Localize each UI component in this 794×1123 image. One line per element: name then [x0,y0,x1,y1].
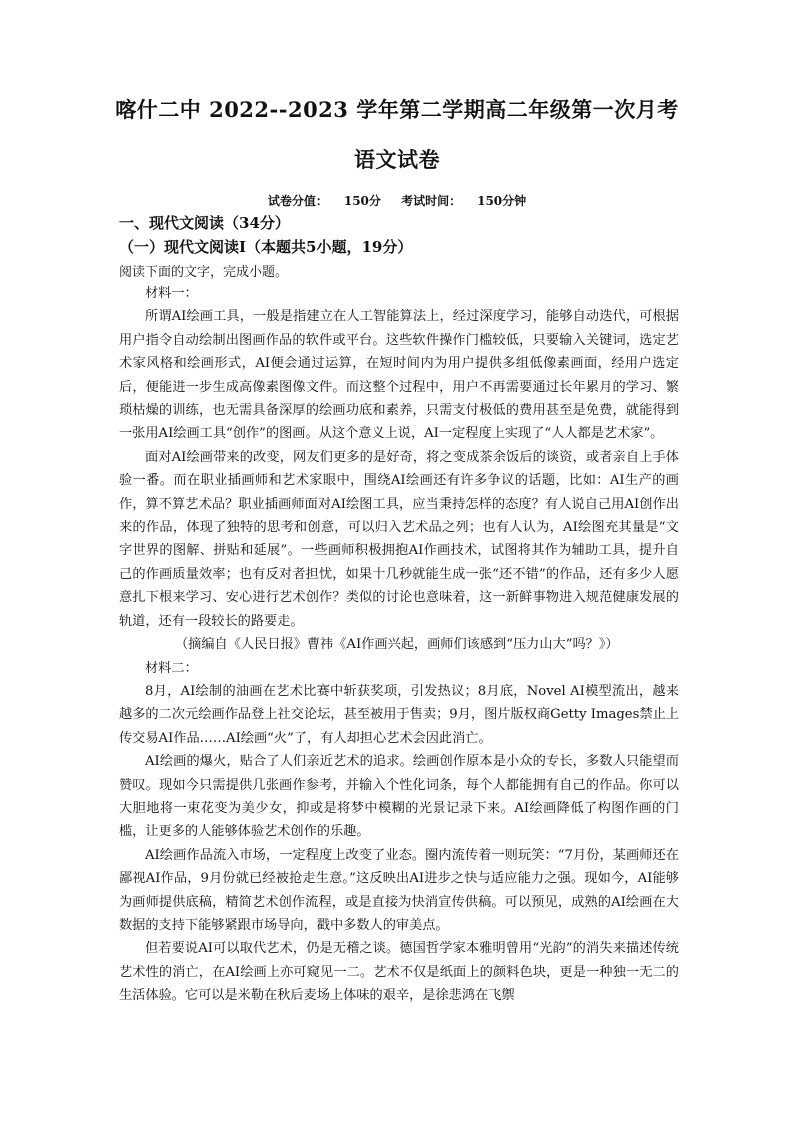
paragraph: 8月，AI绘制的油画在艺术比赛中斩获奖项，引发热议；8月底，Novel AI模型流出，越来越多的二次元绘画作品登上社交论坛，甚至被用于售卖；9月，图片版权商Getty Images禁止上传交易AI作品……AI绘画“火”了，有人却担心艺术会因此消亡。 [119,683,679,746]
paragraph: 面对AI绘画带来的改变，网友们更多的是好奇，将之变成茶余饭后的谈资，或者亲自上手体验一番。而在职业插画师和艺术家眼中，围绕AI绘画还有许多争议的话题，比如：AI生产的画作，算不算艺术品？职业插画师面对AI绘图工具，应当秉持怎样的态度？有人说自己用AI创作出来的作品，体现了独特的思考和创意，可以归入艺术品之列；也有人认为，AI绘图充其量是“文字世界的图解、拼贴和延展”。一些画师积极拥抱AI作画技术，试图将其作为辅助工具，提升自己的作画质量效率；也有反对者担忧，如果十几秒就能生成一张“还不错”的作品，还有多少人愿意扎下根来学习、安心进行艺术创作？类似的讨论也意味着，这一新鲜事物进入规范健康发展的轨道，还有一段较长的路要走。 [119,449,679,629]
paragraph: AI绘画的爆火，贴合了人们亲近艺术的追求。绘画创作原本是小众的专长，多数人只能望而赞叹。现如今只需提供几张画作参考，并输入个性化词条，每个人都能拥有自己的作品。你可以大胆地将一束花变为美少女，抑或是将梦中模糊的光景记录下来。AI绘画降低了构图作画的门槛，让更多的人能够体验艺术创作的乐趣。 [119,754,679,840]
exam-title: 喀什二中 2022--2023 学年第二学期高二年级第一次月考 [115,97,679,122]
reading-passage [119,282,679,1008]
exam-subtitle: 语文试卷 [354,147,440,172]
exam-info [0,192,794,209]
paragraph: 但若要说AI可以取代艺术，仍是无稽之谈。德国哲学家本雅明曾用“光韵”的消失来描述传统艺术性的消亡，在AI绘画上亦可窥见一二。艺术不仅是纸面上的颜料色块，更是一种独一无二的生活体验。它可以是米勒在秋后麦场上体味的艰辛，是徐悲鸿在飞禦 [119,941,679,1004]
instruction-text: 阅读下面的文字，完成小题。 [119,265,289,280]
score-label: 试卷分值： [267,194,328,208]
section-heading: 一、现代文阅读（34分） [119,214,290,232]
time-value: 150分钟 [477,194,527,208]
paragraph: 所谓AI绘画工具，一般是指建立在人工智能算法上，经过深度学习，能够自动迭代，可根据用户指令自动绘制出图画作品的软件或平台。这些软件操作门槛较低，只要输入关键词，选定艺术家风格和绘画形式，AI便会通过运算，在短时间内为用户提供多组低像素画面，经用户选定后，便能进一步生成高像素图像文件。而这整个过程中，用户不再需要通过长年累月的学习、繁琐枯燥的训练，也无需具备深厚的绘画功底和素养，只需支付极低的费用甚至是免费，就能得到一张用AI绘画工具“创作”的图画。从这个意义上说，AI一定程度上实现了“人人都是艺术家”。 [119,309,679,442]
subsection-heading: （一）现代文阅读Ⅰ（本题共5小题，19分） [119,238,413,256]
score-value: 150分 [343,194,381,208]
paragraph: AI绘画作品流入市场，一定程度上改变了业态。圈内流传着一则玩笑：“7月份，某画师还在鄙视AI作品，9月份就已经被抢走生意。”这反映出AI进步之快与适应能力之强。现如今，AI能够为画师提供底稿，精简艺术创作流程，或是直接为快消宣传供稿。可以预见，成熟的AI绘画在大数据的支持下能够紧跟市场导向，戳中多数人的审美点。 [119,847,679,933]
time-label: 考试时间： [401,194,462,208]
material-label: 材料一： [145,286,198,301]
material-label: 材料二： [145,660,198,676]
source-citation: （摘编自《人民日报》曹祎《AI作画兴起，画师们该感到“压力山大”吗？》） [175,637,619,653]
